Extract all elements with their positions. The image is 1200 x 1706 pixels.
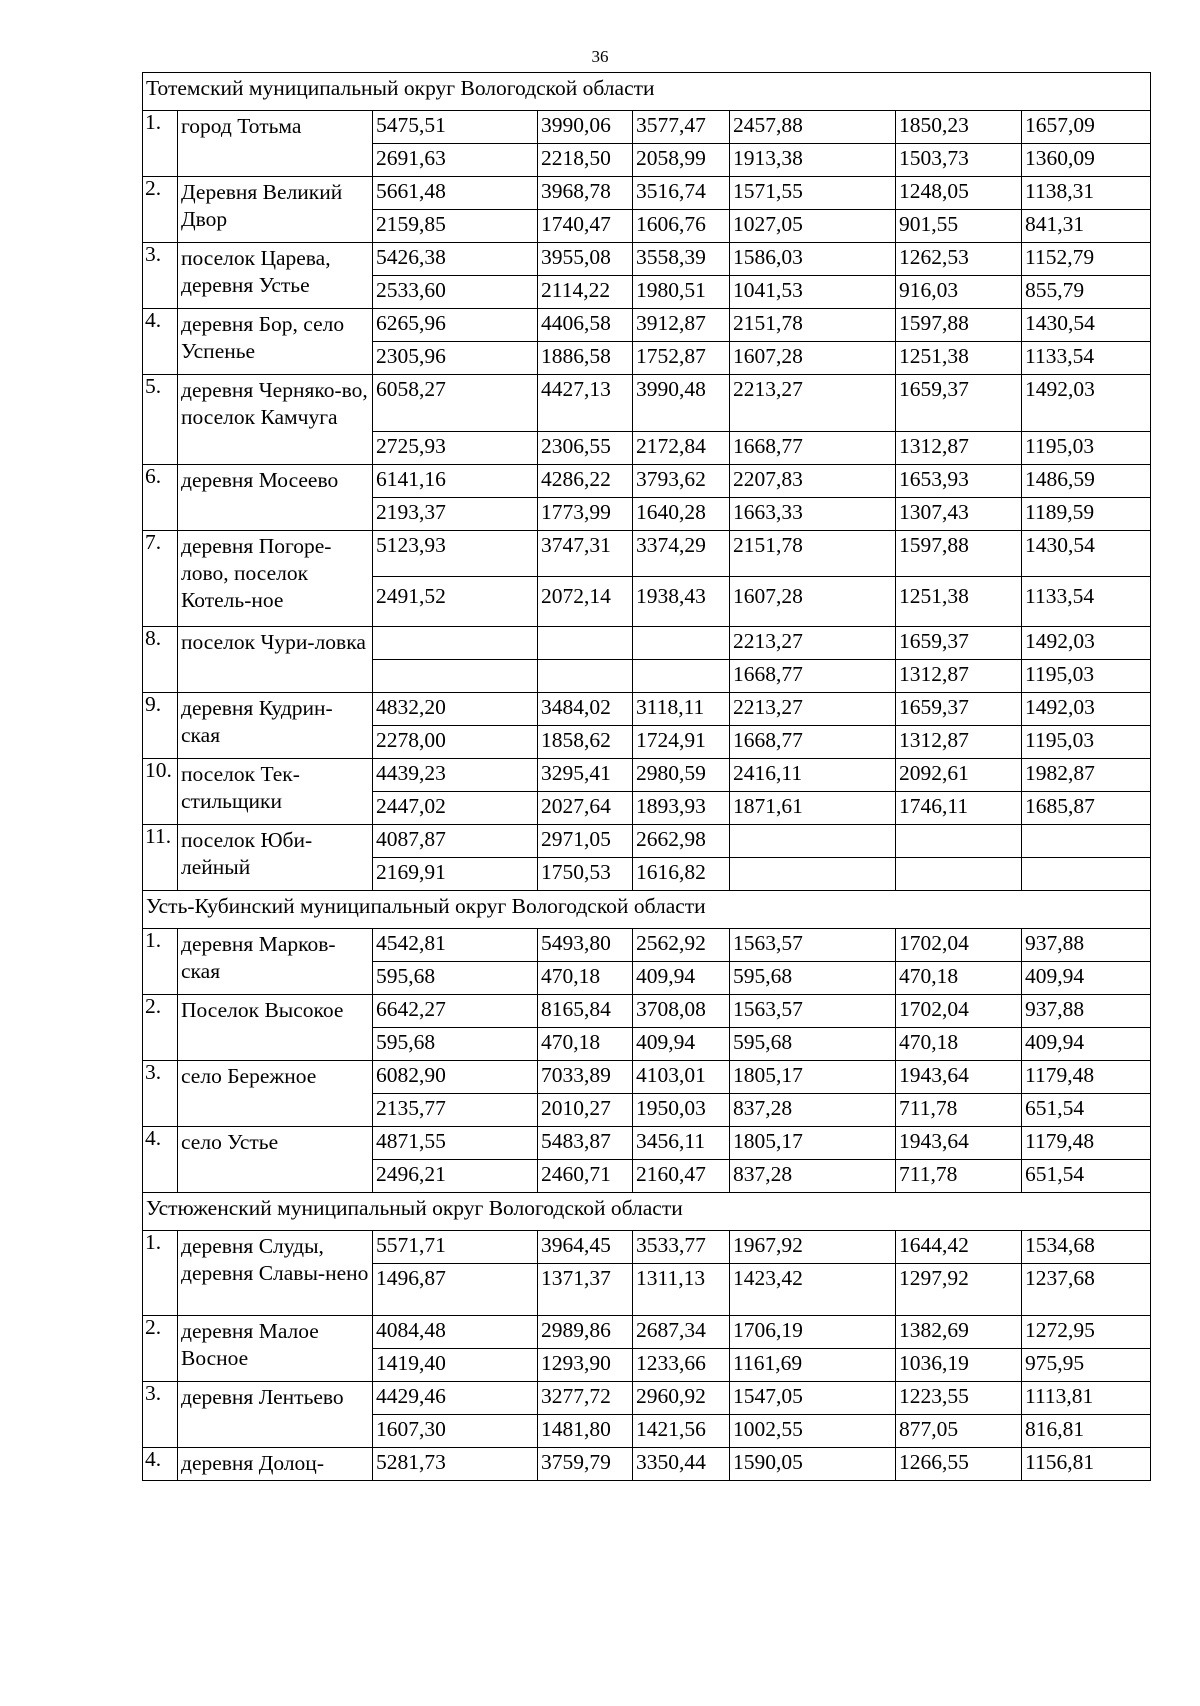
- value-cell: 2207,83: [730, 465, 896, 498]
- value-cell: 5123,93: [373, 531, 538, 577]
- value-cell: 3990,48: [633, 375, 730, 432]
- value-cell: 1616,82: [633, 858, 730, 891]
- value-cell: 1251,38: [896, 342, 1022, 375]
- value-cell: 2457,88: [730, 111, 896, 144]
- row-number: 4.: [143, 309, 178, 375]
- settlement-name: Поселок Высокое: [178, 995, 373, 1061]
- value-cell: [633, 660, 730, 693]
- value-cell: 1980,51: [633, 276, 730, 309]
- value-cell: 2151,78: [730, 531, 896, 577]
- value-cell: 1668,77: [730, 660, 896, 693]
- value-cell: 7033,89: [538, 1061, 633, 1094]
- settlement-name: село Устье: [178, 1127, 373, 1193]
- value-cell: 1496,87: [373, 1264, 538, 1316]
- value-cell: 8165,84: [538, 995, 633, 1028]
- value-cell: 1421,56: [633, 1415, 730, 1448]
- value-cell: 2305,96: [373, 342, 538, 375]
- value-cell: 1967,92: [730, 1231, 896, 1264]
- value-cell: 1571,55: [730, 177, 896, 210]
- value-cell: 2306,55: [538, 432, 633, 465]
- table-row: [143, 465, 1151, 498]
- row-number: 10.: [143, 759, 178, 825]
- settlement-name: деревня Бор, село Успенье: [178, 309, 373, 375]
- table-row: [143, 995, 1151, 1028]
- value-cell: 409,94: [1022, 962, 1151, 995]
- value-cell: 1943,64: [896, 1127, 1022, 1160]
- value-cell: 1419,40: [373, 1349, 538, 1382]
- value-cell: 2662,98: [633, 825, 730, 858]
- value-cell: 1805,17: [730, 1061, 896, 1094]
- value-cell: 1036,19: [896, 1349, 1022, 1382]
- settlement-name: деревня Черняко-во, поселок Камчуга: [178, 375, 373, 465]
- page-number: 36: [591, 47, 609, 66]
- value-cell: 937,88: [1022, 929, 1151, 962]
- value-cell: 816,81: [1022, 1415, 1151, 1448]
- value-cell: 1659,37: [896, 627, 1022, 660]
- value-cell: 1223,55: [896, 1382, 1022, 1415]
- value-cell: [1022, 858, 1151, 891]
- row-number: 2.: [143, 177, 178, 243]
- value-cell: 1943,64: [896, 1061, 1022, 1094]
- value-cell: 1607,28: [730, 577, 896, 627]
- value-cell: 5281,73: [373, 1448, 538, 1481]
- row-number: 2.: [143, 1316, 178, 1382]
- value-cell: 1982,87: [1022, 759, 1151, 792]
- value-cell: 651,54: [1022, 1160, 1151, 1193]
- value-cell: 1659,37: [896, 693, 1022, 726]
- value-cell: 1750,53: [538, 858, 633, 891]
- value-cell: 1027,05: [730, 210, 896, 243]
- value-cell: 409,94: [633, 962, 730, 995]
- value-cell: 2278,00: [373, 726, 538, 759]
- value-cell: 1138,31: [1022, 177, 1151, 210]
- value-cell: 2213,27: [730, 375, 896, 432]
- value-cell: 1597,88: [896, 309, 1022, 342]
- settlement-name: село Бережное: [178, 1061, 373, 1127]
- table-row: [143, 693, 1151, 726]
- value-cell: 1858,62: [538, 726, 633, 759]
- section-title: Устюженский муниципальный округ Вологодской области: [143, 1193, 1151, 1231]
- value-cell: 470,18: [538, 962, 633, 995]
- value-cell: 470,18: [896, 1028, 1022, 1061]
- value-cell: 1233,66: [633, 1349, 730, 1382]
- value-cell: 3912,87: [633, 309, 730, 342]
- section-header-row: [143, 73, 1151, 111]
- value-cell: 595,68: [730, 1028, 896, 1061]
- value-cell: 5661,48: [373, 177, 538, 210]
- value-cell: 1179,48: [1022, 1127, 1151, 1160]
- value-cell: 4427,13: [538, 375, 633, 432]
- value-cell: 5493,80: [538, 929, 633, 962]
- value-cell: 1133,54: [1022, 342, 1151, 375]
- settlement-name: деревня Марков-ская: [178, 929, 373, 995]
- value-cell: 2725,93: [373, 432, 538, 465]
- value-cell: 2159,85: [373, 210, 538, 243]
- value-cell: 6141,16: [373, 465, 538, 498]
- value-cell: 837,28: [730, 1160, 896, 1193]
- value-cell: 901,55: [896, 210, 1022, 243]
- row-number: 11.: [143, 825, 178, 891]
- value-cell: 470,18: [896, 962, 1022, 995]
- value-cell: 2092,61: [896, 759, 1022, 792]
- value-cell: 1702,04: [896, 995, 1022, 1028]
- settlement-name: Деревня Великий Двор: [178, 177, 373, 243]
- value-cell: 1740,47: [538, 210, 633, 243]
- value-cell: 1266,55: [896, 1448, 1022, 1481]
- table-row: [143, 1231, 1151, 1264]
- settlement-name: деревня Кудрин-ская: [178, 693, 373, 759]
- value-cell: 1360,09: [1022, 144, 1151, 177]
- table-row: [143, 531, 1151, 577]
- value-cell: 975,95: [1022, 1349, 1151, 1382]
- value-cell: 1702,04: [896, 929, 1022, 962]
- value-cell: 3533,77: [633, 1231, 730, 1264]
- value-cell: 3955,08: [538, 243, 633, 276]
- value-cell: 1371,37: [538, 1264, 633, 1316]
- value-cell: 1773,99: [538, 498, 633, 531]
- value-cell: 1311,13: [633, 1264, 730, 1316]
- value-cell: 6265,96: [373, 309, 538, 342]
- value-cell: 1481,80: [538, 1415, 633, 1448]
- row-number: 7.: [143, 531, 178, 627]
- value-cell: 2193,37: [373, 498, 538, 531]
- value-cell: 2213,27: [730, 627, 896, 660]
- value-cell: 1492,03: [1022, 375, 1151, 432]
- value-cell: [730, 858, 896, 891]
- value-cell: 595,68: [730, 962, 896, 995]
- value-cell: 1113,81: [1022, 1382, 1151, 1415]
- value-cell: 1423,42: [730, 1264, 896, 1316]
- value-cell: 1312,87: [896, 432, 1022, 465]
- settlement-name: поселок Царева, деревня Устье: [178, 243, 373, 309]
- settlement-name: деревня Малое Восное: [178, 1316, 373, 1382]
- value-cell: 2989,86: [538, 1316, 633, 1349]
- value-cell: 1382,69: [896, 1316, 1022, 1349]
- section-title: Тотемский муниципальный округ Вологодской области: [143, 73, 1151, 111]
- value-cell: 4429,46: [373, 1382, 538, 1415]
- value-cell: 841,31: [1022, 210, 1151, 243]
- value-cell: 6082,90: [373, 1061, 538, 1094]
- settlement-name: поселок Чури-ловка: [178, 627, 373, 693]
- row-number: 9.: [143, 693, 178, 759]
- value-cell: 1547,05: [730, 1382, 896, 1415]
- value-cell: 3558,39: [633, 243, 730, 276]
- value-cell: 1938,43: [633, 577, 730, 627]
- value-cell: 3968,78: [538, 177, 633, 210]
- value-cell: 2496,21: [373, 1160, 538, 1193]
- value-cell: 916,03: [896, 276, 1022, 309]
- value-cell: [538, 627, 633, 660]
- value-cell: 1668,77: [730, 726, 896, 759]
- value-cell: 1251,38: [896, 577, 1022, 627]
- row-number: 1.: [143, 1231, 178, 1316]
- row-number: 3.: [143, 243, 178, 309]
- value-cell: 1563,57: [730, 995, 896, 1028]
- value-cell: 3456,11: [633, 1127, 730, 1160]
- value-cell: 1492,03: [1022, 693, 1151, 726]
- value-cell: 2533,60: [373, 276, 538, 309]
- value-cell: 1262,53: [896, 243, 1022, 276]
- row-number: 5.: [143, 375, 178, 465]
- value-cell: 6058,27: [373, 375, 538, 432]
- value-cell: 1503,73: [896, 144, 1022, 177]
- value-cell: 1685,87: [1022, 792, 1151, 825]
- value-cell: 3118,11: [633, 693, 730, 726]
- value-cell: 1886,58: [538, 342, 633, 375]
- value-cell: 1893,93: [633, 792, 730, 825]
- value-cell: 2691,63: [373, 144, 538, 177]
- value-cell: 1161,69: [730, 1349, 896, 1382]
- table-row: [143, 1448, 1151, 1481]
- value-cell: 2151,78: [730, 309, 896, 342]
- value-cell: 1724,91: [633, 726, 730, 759]
- value-cell: [373, 627, 538, 660]
- row-number: 4.: [143, 1448, 178, 1481]
- table-row: [143, 111, 1151, 144]
- value-cell: 877,05: [896, 1415, 1022, 1448]
- value-cell: [896, 825, 1022, 858]
- settlement-name: деревня Долоц-: [178, 1448, 373, 1481]
- value-cell: 1746,11: [896, 792, 1022, 825]
- value-cell: 651,54: [1022, 1094, 1151, 1127]
- section-header-row: [143, 891, 1151, 929]
- value-cell: 1297,92: [896, 1264, 1022, 1316]
- value-cell: 2058,99: [633, 144, 730, 177]
- value-cell: 1607,28: [730, 342, 896, 375]
- value-cell: 1002,55: [730, 1415, 896, 1448]
- value-cell: 1179,48: [1022, 1061, 1151, 1094]
- value-cell: 409,94: [633, 1028, 730, 1061]
- value-cell: 2010,27: [538, 1094, 633, 1127]
- value-cell: 1312,87: [896, 726, 1022, 759]
- value-cell: [633, 627, 730, 660]
- value-cell: 2213,27: [730, 693, 896, 726]
- value-cell: 3277,72: [538, 1382, 633, 1415]
- value-cell: 1563,57: [730, 929, 896, 962]
- value-cell: 3295,41: [538, 759, 633, 792]
- value-cell: 5571,71: [373, 1231, 538, 1264]
- value-cell: [730, 825, 896, 858]
- value-cell: 1492,03: [1022, 627, 1151, 660]
- row-number: 1.: [143, 929, 178, 995]
- value-cell: 1653,93: [896, 465, 1022, 498]
- value-cell: 3747,31: [538, 531, 633, 577]
- value-cell: 1272,95: [1022, 1316, 1151, 1349]
- value-cell: 2172,84: [633, 432, 730, 465]
- value-cell: 1534,68: [1022, 1231, 1151, 1264]
- section-header-row: [143, 1193, 1151, 1231]
- value-cell: 3516,74: [633, 177, 730, 210]
- value-cell: 3708,08: [633, 995, 730, 1028]
- value-cell: 1668,77: [730, 432, 896, 465]
- value-cell: 2447,02: [373, 792, 538, 825]
- value-cell: [538, 660, 633, 693]
- value-cell: 5475,51: [373, 111, 538, 144]
- value-cell: 1195,03: [1022, 432, 1151, 465]
- value-cell: 1950,03: [633, 1094, 730, 1127]
- value-cell: 2169,91: [373, 858, 538, 891]
- value-cell: 1590,05: [730, 1448, 896, 1481]
- value-cell: 6642,27: [373, 995, 538, 1028]
- settlement-name: город Тотьма: [178, 111, 373, 177]
- value-cell: 855,79: [1022, 276, 1151, 309]
- value-cell: 3990,06: [538, 111, 633, 144]
- value-cell: [373, 660, 538, 693]
- value-cell: 1293,90: [538, 1349, 633, 1382]
- value-cell: 1133,54: [1022, 577, 1151, 627]
- value-cell: 1913,38: [730, 144, 896, 177]
- value-cell: 1189,59: [1022, 498, 1151, 531]
- value-cell: 595,68: [373, 962, 538, 995]
- value-cell: 5426,38: [373, 243, 538, 276]
- value-cell: 1312,87: [896, 660, 1022, 693]
- value-cell: 837,28: [730, 1094, 896, 1127]
- settlement-name: деревня Погоре-лово, поселок Котель-ное: [178, 531, 373, 627]
- value-cell: 2960,92: [633, 1382, 730, 1415]
- value-cell: 1805,17: [730, 1127, 896, 1160]
- settlement-name: поселок Юби-лейный: [178, 825, 373, 891]
- value-cell: 4103,01: [633, 1061, 730, 1094]
- value-cell: 2416,11: [730, 759, 896, 792]
- table-row: [143, 309, 1151, 342]
- value-cell: 4406,58: [538, 309, 633, 342]
- value-cell: [1022, 825, 1151, 858]
- value-cell: 1486,59: [1022, 465, 1151, 498]
- value-cell: 1195,03: [1022, 726, 1151, 759]
- table-row: [143, 243, 1151, 276]
- value-cell: 4286,22: [538, 465, 633, 498]
- value-cell: 1307,43: [896, 498, 1022, 531]
- value-cell: 4084,48: [373, 1316, 538, 1349]
- table-row: [143, 177, 1151, 210]
- table-row: [143, 1316, 1151, 1349]
- value-cell: 1640,28: [633, 498, 730, 531]
- row-number: 3.: [143, 1061, 178, 1127]
- value-cell: 2687,34: [633, 1316, 730, 1349]
- value-cell: 3374,29: [633, 531, 730, 577]
- row-number: 3.: [143, 1382, 178, 1448]
- value-cell: 4832,20: [373, 693, 538, 726]
- settlement-name: поселок Тек-стильщики: [178, 759, 373, 825]
- value-cell: 1248,05: [896, 177, 1022, 210]
- value-cell: 1430,54: [1022, 531, 1151, 577]
- table-row: [143, 1127, 1151, 1160]
- tariff-table: [142, 72, 1151, 1481]
- row-number: 4.: [143, 1127, 178, 1193]
- value-cell: 711,78: [896, 1160, 1022, 1193]
- value-cell: 1606,76: [633, 210, 730, 243]
- value-cell: 409,94: [1022, 1028, 1151, 1061]
- value-cell: 1430,54: [1022, 309, 1151, 342]
- value-cell: 2218,50: [538, 144, 633, 177]
- value-cell: 1657,09: [1022, 111, 1151, 144]
- value-cell: 4542,81: [373, 929, 538, 962]
- row-number: 8.: [143, 627, 178, 693]
- value-cell: 1663,33: [730, 498, 896, 531]
- value-cell: 1659,37: [896, 375, 1022, 432]
- value-cell: 1644,42: [896, 1231, 1022, 1264]
- value-cell: 1152,79: [1022, 243, 1151, 276]
- value-cell: 711,78: [896, 1094, 1022, 1127]
- value-cell: 2971,05: [538, 825, 633, 858]
- settlement-name: деревня Мосеево: [178, 465, 373, 531]
- value-cell: 1597,88: [896, 531, 1022, 577]
- settlement-name: деревня Лентьево: [178, 1382, 373, 1448]
- value-cell: 1706,19: [730, 1316, 896, 1349]
- value-cell: 1041,53: [730, 276, 896, 309]
- value-cell: 595,68: [373, 1028, 538, 1061]
- value-cell: 1195,03: [1022, 660, 1151, 693]
- value-cell: 3484,02: [538, 693, 633, 726]
- value-cell: 5483,87: [538, 1127, 633, 1160]
- value-cell: 2980,59: [633, 759, 730, 792]
- value-cell: 2491,52: [373, 577, 538, 627]
- value-cell: 2460,71: [538, 1160, 633, 1193]
- value-cell: 3759,79: [538, 1448, 633, 1481]
- value-cell: 1586,03: [730, 243, 896, 276]
- value-cell: [896, 858, 1022, 891]
- value-cell: 1871,61: [730, 792, 896, 825]
- value-cell: 937,88: [1022, 995, 1151, 1028]
- value-cell: 2562,92: [633, 929, 730, 962]
- table-row: [143, 759, 1151, 792]
- value-cell: 4871,55: [373, 1127, 538, 1160]
- table-row: [143, 1061, 1151, 1094]
- value-cell: 1752,87: [633, 342, 730, 375]
- value-cell: 2160,47: [633, 1160, 730, 1193]
- settlement-name: деревня Слуды, деревня Славы-нено: [178, 1231, 373, 1316]
- value-cell: 1850,23: [896, 111, 1022, 144]
- table-row: [143, 375, 1151, 432]
- row-number: 6.: [143, 465, 178, 531]
- value-cell: 470,18: [538, 1028, 633, 1061]
- value-cell: 2135,77: [373, 1094, 538, 1127]
- value-cell: 4439,23: [373, 759, 538, 792]
- table-row: [143, 1382, 1151, 1415]
- value-cell: 2072,14: [538, 577, 633, 627]
- value-cell: 1156,81: [1022, 1448, 1151, 1481]
- value-cell: 3350,44: [633, 1448, 730, 1481]
- value-cell: 3577,47: [633, 111, 730, 144]
- value-cell: 4087,87: [373, 825, 538, 858]
- value-cell: 2114,22: [538, 276, 633, 309]
- value-cell: 1237,68: [1022, 1264, 1151, 1316]
- value-cell: 3793,62: [633, 465, 730, 498]
- table-row: [143, 929, 1151, 962]
- table-row: [143, 825, 1151, 858]
- row-number: 2.: [143, 995, 178, 1061]
- value-cell: 1607,30: [373, 1415, 538, 1448]
- value-cell: 2027,64: [538, 792, 633, 825]
- table-row: [143, 627, 1151, 660]
- section-title: Усть-Кубинский муниципальный округ Вологодской области: [143, 891, 1151, 929]
- value-cell: 3964,45: [538, 1231, 633, 1264]
- row-number: 1.: [143, 111, 178, 177]
